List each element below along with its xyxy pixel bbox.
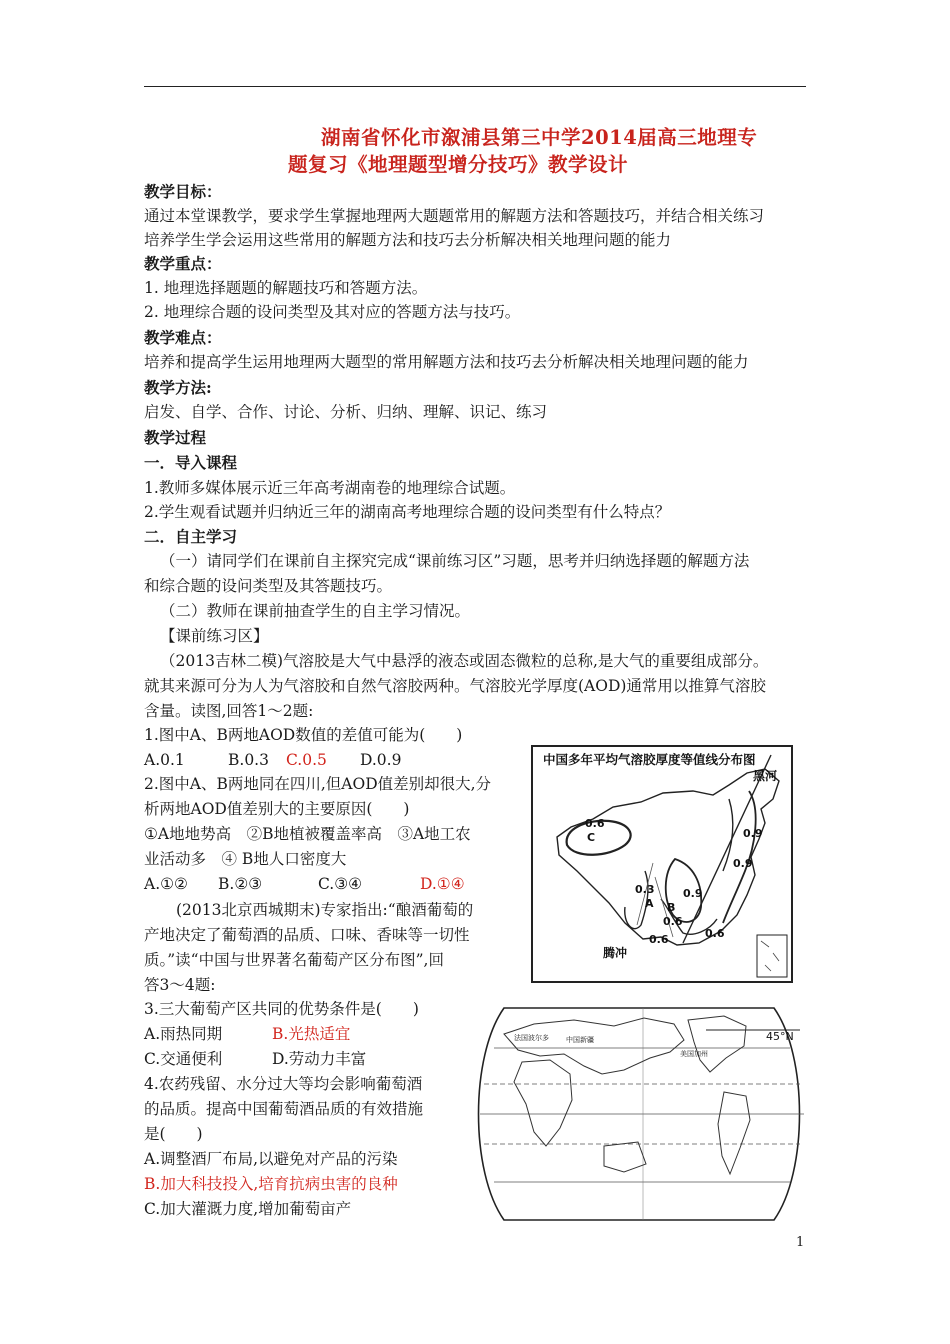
label-aod: 0.9 bbox=[683, 887, 703, 900]
north-america-outline bbox=[688, 1016, 746, 1072]
q2-choices: 业活动多 ④ B地人口密度大 bbox=[144, 850, 347, 868]
section1-item: 2.学生观看试题并归纳近三年的湖南高考地理综合题的设问类型有什么特点？ bbox=[144, 503, 671, 521]
q3-option-answer: B.光热适宜 bbox=[272, 1025, 351, 1043]
label-aod: 0.9 bbox=[743, 827, 763, 840]
q2-choices: ①A地地势高 ②B地植被覆盖率高 ③A地工农 bbox=[144, 825, 471, 843]
q1-stem: 1.图中A、B两地AOD数值的差值可能为( ) bbox=[144, 726, 463, 744]
difficulties-text: 培养和提高学生运用地理两大题型的常用解题方法和技巧去分析解决相关地理问题的能力 bbox=[144, 353, 749, 371]
label-c: C bbox=[587, 831, 596, 844]
label-45n: 45°N bbox=[766, 1030, 794, 1043]
q4-option: C.加大灌溉力度,增加葡萄亩产 bbox=[144, 1200, 352, 1218]
keypoint-item: 2. 地理综合题的设问类型及其对应的答题方法与技巧。 bbox=[144, 303, 521, 321]
section2-paragraph: （二）教师在课前抽查学生的自主学习情况。 bbox=[160, 602, 471, 620]
section2-paragraph: （一）请同学们在课前自主探究完成“课前练习区”习题，思考并归纳选择题的解题方法 bbox=[160, 552, 750, 570]
q3-stem: 3.三大葡萄产区共同的优势条件是( ) bbox=[144, 1000, 419, 1018]
label-aod: 0.9 bbox=[733, 857, 753, 870]
intro2-line: 产地决定了葡萄酒的品质、口味、香味等一切性 bbox=[144, 926, 470, 944]
label-aod: 0.6 bbox=[585, 817, 605, 830]
goals-line: 通过本堂课教学，要求学生掌握地理两大题题常用的解题方法和答题技巧，并结合相关练习 bbox=[144, 207, 765, 225]
practice-heading: 【课前练习区】 bbox=[160, 627, 269, 645]
q1-options bbox=[144, 750, 401, 770]
process-heading: 教学过程 bbox=[144, 428, 207, 447]
q2-option-answer: D.①④ bbox=[420, 875, 465, 893]
practice-intro: 含量。读图,回答1～2题: bbox=[144, 702, 314, 720]
q4-stem: 的品质。提高中国葡萄酒品质的有效措施 bbox=[144, 1100, 424, 1118]
methods-heading: 教学方法: bbox=[144, 378, 212, 397]
label-bordeaux: 法国波尔多 bbox=[514, 1034, 549, 1042]
doc-title-line1: 湖南省怀化市溆浦县第三中学2014届高三地理专 bbox=[321, 126, 758, 149]
q2-option: C.③④ bbox=[318, 875, 363, 893]
q2-stem: 析两地AOD值差别大的主要原因( ) bbox=[144, 800, 410, 818]
world-grape-map bbox=[474, 996, 812, 1232]
header-rule bbox=[144, 86, 806, 87]
difficulties-heading: 教学难点： bbox=[144, 328, 222, 347]
section2-paragraph: 和综合题的设问类型及其答题技巧。 bbox=[144, 577, 393, 595]
methods-text: 启发、自学、合作、讨论、分析、归纳、理解、识记、练习 bbox=[144, 403, 548, 421]
practice-intro: 就其来源可分为人为气溶胶和自然气溶胶两种。气溶胶光学厚度(AOD)通常用以推算气溶胶 bbox=[144, 677, 766, 695]
label-heihe: 黑河 bbox=[753, 769, 778, 783]
q2-options bbox=[144, 874, 465, 894]
q3-options-row bbox=[144, 1049, 366, 1069]
section2-heading: 二．自主学习 bbox=[144, 527, 238, 546]
australia-outline bbox=[604, 1142, 646, 1172]
label-california: 美国加州 bbox=[680, 1050, 708, 1058]
q3-option: A.雨热同期 bbox=[144, 1025, 223, 1043]
q1-option: B.0.3 bbox=[228, 751, 269, 769]
doc-title-line2: 题复习《地理题型增分技巧》教学设计 bbox=[288, 153, 629, 176]
africa-outline bbox=[514, 1060, 572, 1146]
south-america-outline bbox=[718, 1092, 750, 1174]
label-a: A bbox=[645, 897, 654, 910]
keypoint-item: 1. 地理选择题题的解题技巧和答题方法。 bbox=[144, 279, 428, 297]
q2-option: B.②③ bbox=[218, 875, 263, 893]
china-aod-map-graphic bbox=[533, 747, 791, 981]
page-number: 1 bbox=[796, 1235, 805, 1250]
q3-option: D.劳动力丰富 bbox=[272, 1050, 367, 1068]
label-aod: 0.3 bbox=[635, 883, 655, 896]
intro2-line: (2013北京西城期末)专家指出:“酿酒葡萄的 bbox=[176, 901, 474, 919]
label-aod: 0.6 bbox=[705, 927, 725, 940]
goals-line: 培养学生学会运用这些常用的解题方法和技巧去分析解决相关地理问题的能力 bbox=[144, 231, 672, 249]
q4-option: A.调整酒厂布局,以避免对产品的污染 bbox=[144, 1150, 398, 1168]
q1-option: A.0.1 bbox=[144, 751, 185, 769]
intro2-line: 质。”读“中国与世界著名葡萄产区分布图”,回 bbox=[144, 951, 444, 969]
map1-title: 中国多年平均气溶胶厚度等值线分布图 bbox=[543, 752, 756, 767]
isoline-09-inner bbox=[723, 799, 733, 871]
china-aod-map bbox=[531, 745, 793, 983]
label-xinjiang: 中国新疆 bbox=[566, 1036, 594, 1044]
q4-option-answer: B.加大科技投入,培育抗病虫害的良种 bbox=[144, 1175, 398, 1193]
goals-heading: 教学目标： bbox=[144, 182, 222, 201]
label-aod: 0.6 bbox=[649, 933, 669, 946]
eurasia-outline bbox=[504, 1018, 684, 1074]
q2-stem: 2.图中A、B两地同在四川,但AOD值差别却很大,分 bbox=[144, 775, 492, 793]
label-b: B bbox=[667, 901, 676, 914]
practice-intro: （2013吉林二模)气溶胶是大气中悬浮的液态或固态微粒的总称,是大气的重要组成部分。 bbox=[160, 652, 769, 670]
world-grape-map-graphic bbox=[474, 996, 812, 1232]
intro2-line: 答3～4题: bbox=[144, 976, 216, 994]
keypoints-heading: 教学重点： bbox=[144, 254, 222, 273]
south-sea-islands bbox=[761, 941, 779, 971]
q2-option: A.①② bbox=[144, 875, 188, 893]
q1-option-answer: C.0.5 bbox=[286, 751, 327, 769]
q3-options-row bbox=[144, 1024, 350, 1044]
label-aod: 0.6 bbox=[663, 915, 683, 928]
section1-item: 1.教师多媒体展示近三年高考湖南卷的地理综合试题。 bbox=[144, 479, 516, 497]
q4-stem: 是( ) bbox=[144, 1125, 203, 1143]
q3-option: C.交通便利 bbox=[144, 1050, 223, 1068]
section1-heading: 一．导入课程 bbox=[144, 453, 238, 472]
label-tengchong: 腾冲 bbox=[603, 946, 628, 960]
q4-stem: 4.农药残留、水分过大等均会影响葡萄酒 bbox=[144, 1075, 423, 1093]
q1-option: D.0.9 bbox=[360, 751, 402, 769]
